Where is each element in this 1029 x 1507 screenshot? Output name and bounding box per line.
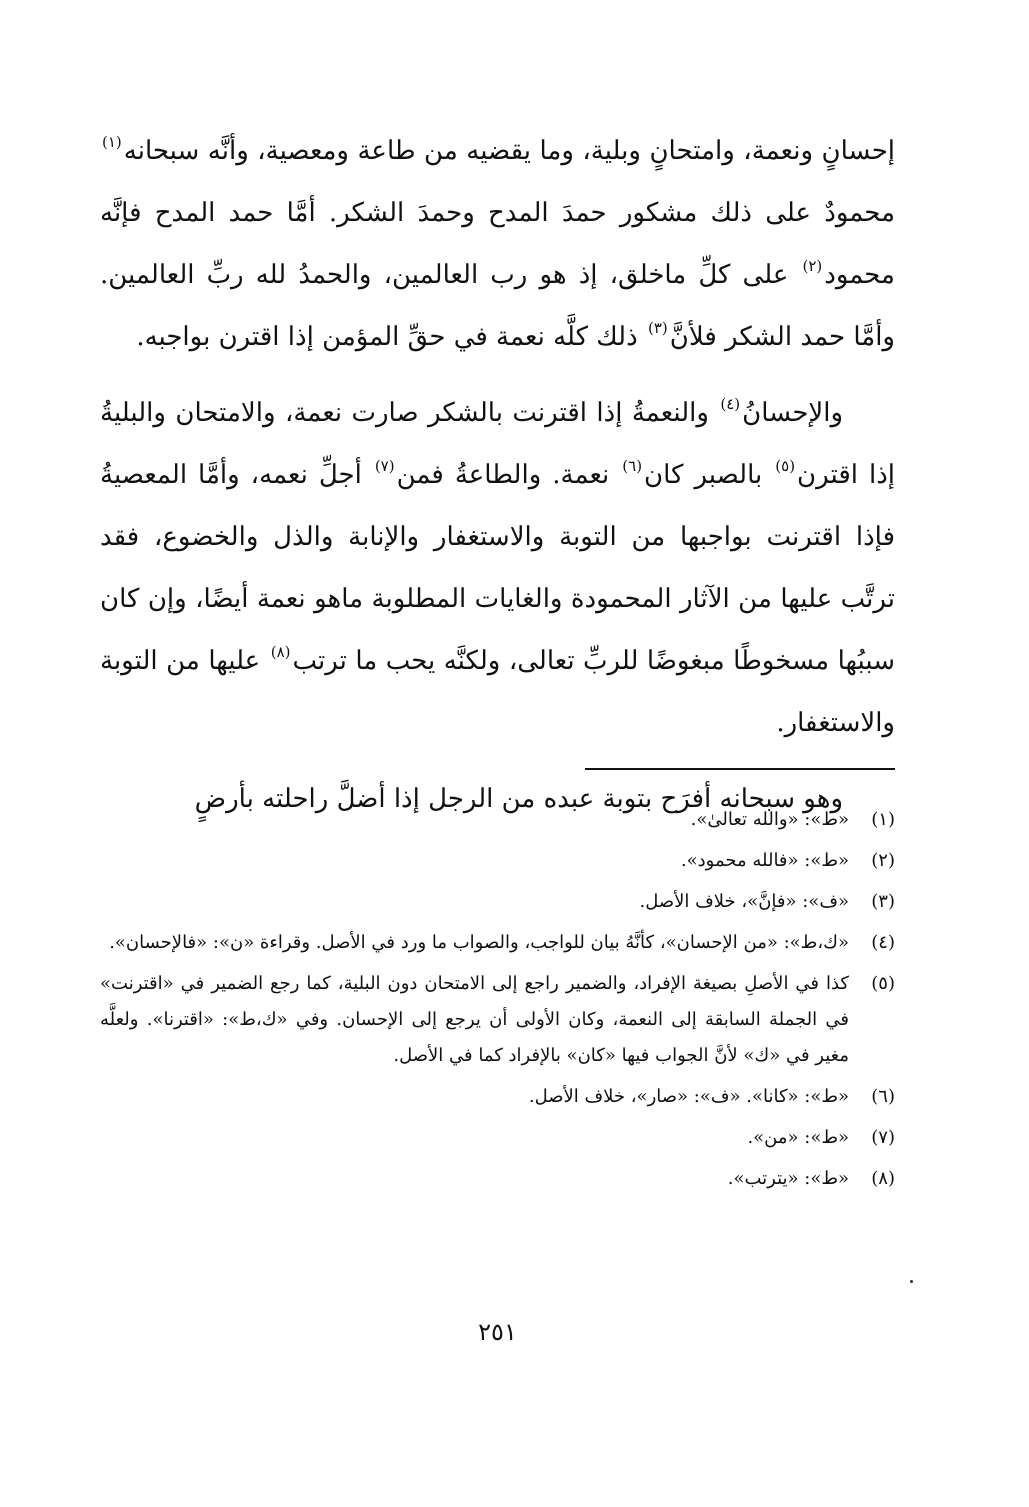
book-page	[100, 96, 895, 1476]
text-segment: وهو سبحانه أفرَح بتوبة عبده من الرجل إذا أضلَّ راحلته بأرضٍ	[194, 784, 843, 814]
footnote-ref-2: (٢)	[802, 257, 823, 275]
footnote-number: (٤)	[871, 932, 895, 953]
text-segment: والإحسانُ	[742, 398, 843, 428]
paragraph-1	[100, 120, 895, 368]
footnote-ref-7: (٧)	[374, 457, 395, 475]
footnote-number: (٥)	[871, 973, 895, 994]
footnote-number: (١)	[871, 809, 895, 830]
text-segment: إحسانٍ ونعمة، وامتحانٍ وبلية، وما يقضيه من طاعة ومعصية، وأنَّه سبحانه	[123, 136, 895, 166]
footnote-5	[100, 966, 895, 1074]
text-segment: أجلِّ نعمه، وأمَّا المعصيةُ فإذا اقترنت بواجبها من التوبة والاستغفار والإنابة والذل والخضوع، فقد ترتَّب عليها من الآثار المحمودة والغايات المطلوبة ماهو نعمة أيضًا، وإن كان سببُها مسخوطًا مبغوضًا للربِّ تعالى، ولكنَّه يحب ما ترتب	[100, 460, 895, 676]
footnote-number: (٧)	[871, 1127, 895, 1148]
footnote-text: «ط»: «يترتب».	[727, 1168, 849, 1189]
footnote-ref-6: (٦)	[622, 457, 643, 475]
footnote-number: (٦)	[871, 1086, 895, 1107]
footnote-number: (٣)	[871, 891, 895, 912]
footnote-separator	[585, 768, 895, 770]
footnote-text: «ط»: «من».	[747, 1127, 849, 1148]
footnote-number: (٢)	[871, 850, 895, 871]
page-number: ٢٥١	[478, 1318, 517, 1346]
paragraph-2	[100, 382, 895, 754]
text-segment: محمودٌ على ذلك مشكور حمدَ المدح وحمدَ الشكر. أمَّا حمد المدح فإنَّه محمود	[100, 198, 895, 290]
main-text	[100, 120, 895, 830]
footnote-3	[100, 884, 895, 920]
text-segment: والنعمةُ إذا اقترنت بالشكر صارت نعمة، والامتحان والبليةُ إذا اقترن	[100, 398, 896, 490]
footnote-ref-8: (٨)	[270, 643, 291, 661]
footnote-text: كذا في الأصلِ بصيغة الإفراد، والضمير راجع إلى الامتحان دون البلية، كما رجع الضمير في «اقترنت» في الجملة السابقة إلى النعمة، وكان الأولى أن يرجع إلى الإحسان. وفي «ك،ط»: «اقترنا». ولعلَّه مغير في «ك» لأنَّ الجواب فيها «كان» بالإفراد كما في الأصل.	[100, 973, 849, 1066]
footnote-7	[100, 1120, 895, 1156]
text-segment: على كلِّ ماخلق، إذ هو رب العالمين، والحمدُ لله ربِّ العالمين. وأمَّا حمد الشكر فلأنَّ	[100, 260, 895, 352]
footnote-ref-5: (٥)	[775, 457, 796, 475]
footnote-text: «ف»: «فإنَّ»، خلاف الأصل.	[639, 891, 849, 912]
footnote-4	[100, 925, 895, 961]
text-segment: بالصبر كان	[644, 460, 774, 490]
text-segment: عليها من التوبة والاستغفار.	[100, 646, 895, 738]
text-segment: نعمة. والطاعةُ فمن	[396, 460, 621, 490]
footnote-ref-4: (٤)	[720, 395, 741, 413]
footnote-1	[100, 802, 895, 838]
footnote-ref-1: (١)	[102, 133, 122, 151]
footnote-ref-3: (٣)	[647, 319, 668, 337]
footnote-8	[100, 1161, 895, 1197]
footnotes	[100, 802, 895, 1202]
footnote-text: «ط»: «فالله محمود».	[680, 850, 849, 871]
footnote-text: «ط»: «والله تعالىٰ».	[690, 809, 849, 830]
footnote-6	[100, 1079, 895, 1115]
footnote-text: «ك،ط»: «من الإحسان»، كأنَّهُ بيان للواجب، والصواب ما ورد في الأصل. وقراءة «ن»: «فالإحسان».	[109, 932, 849, 953]
scan-speck	[910, 1280, 913, 1283]
footnote-text: «ط»: «كانا». «ف»: «صار»، خلاف الأصل.	[528, 1086, 849, 1107]
text-segment: ذلك كلَّه نعمة في حقِّ المؤمن إذا اقترن بواجبه.	[136, 322, 646, 352]
footnote-2	[100, 843, 895, 879]
footnote-number: (٨)	[871, 1168, 895, 1189]
